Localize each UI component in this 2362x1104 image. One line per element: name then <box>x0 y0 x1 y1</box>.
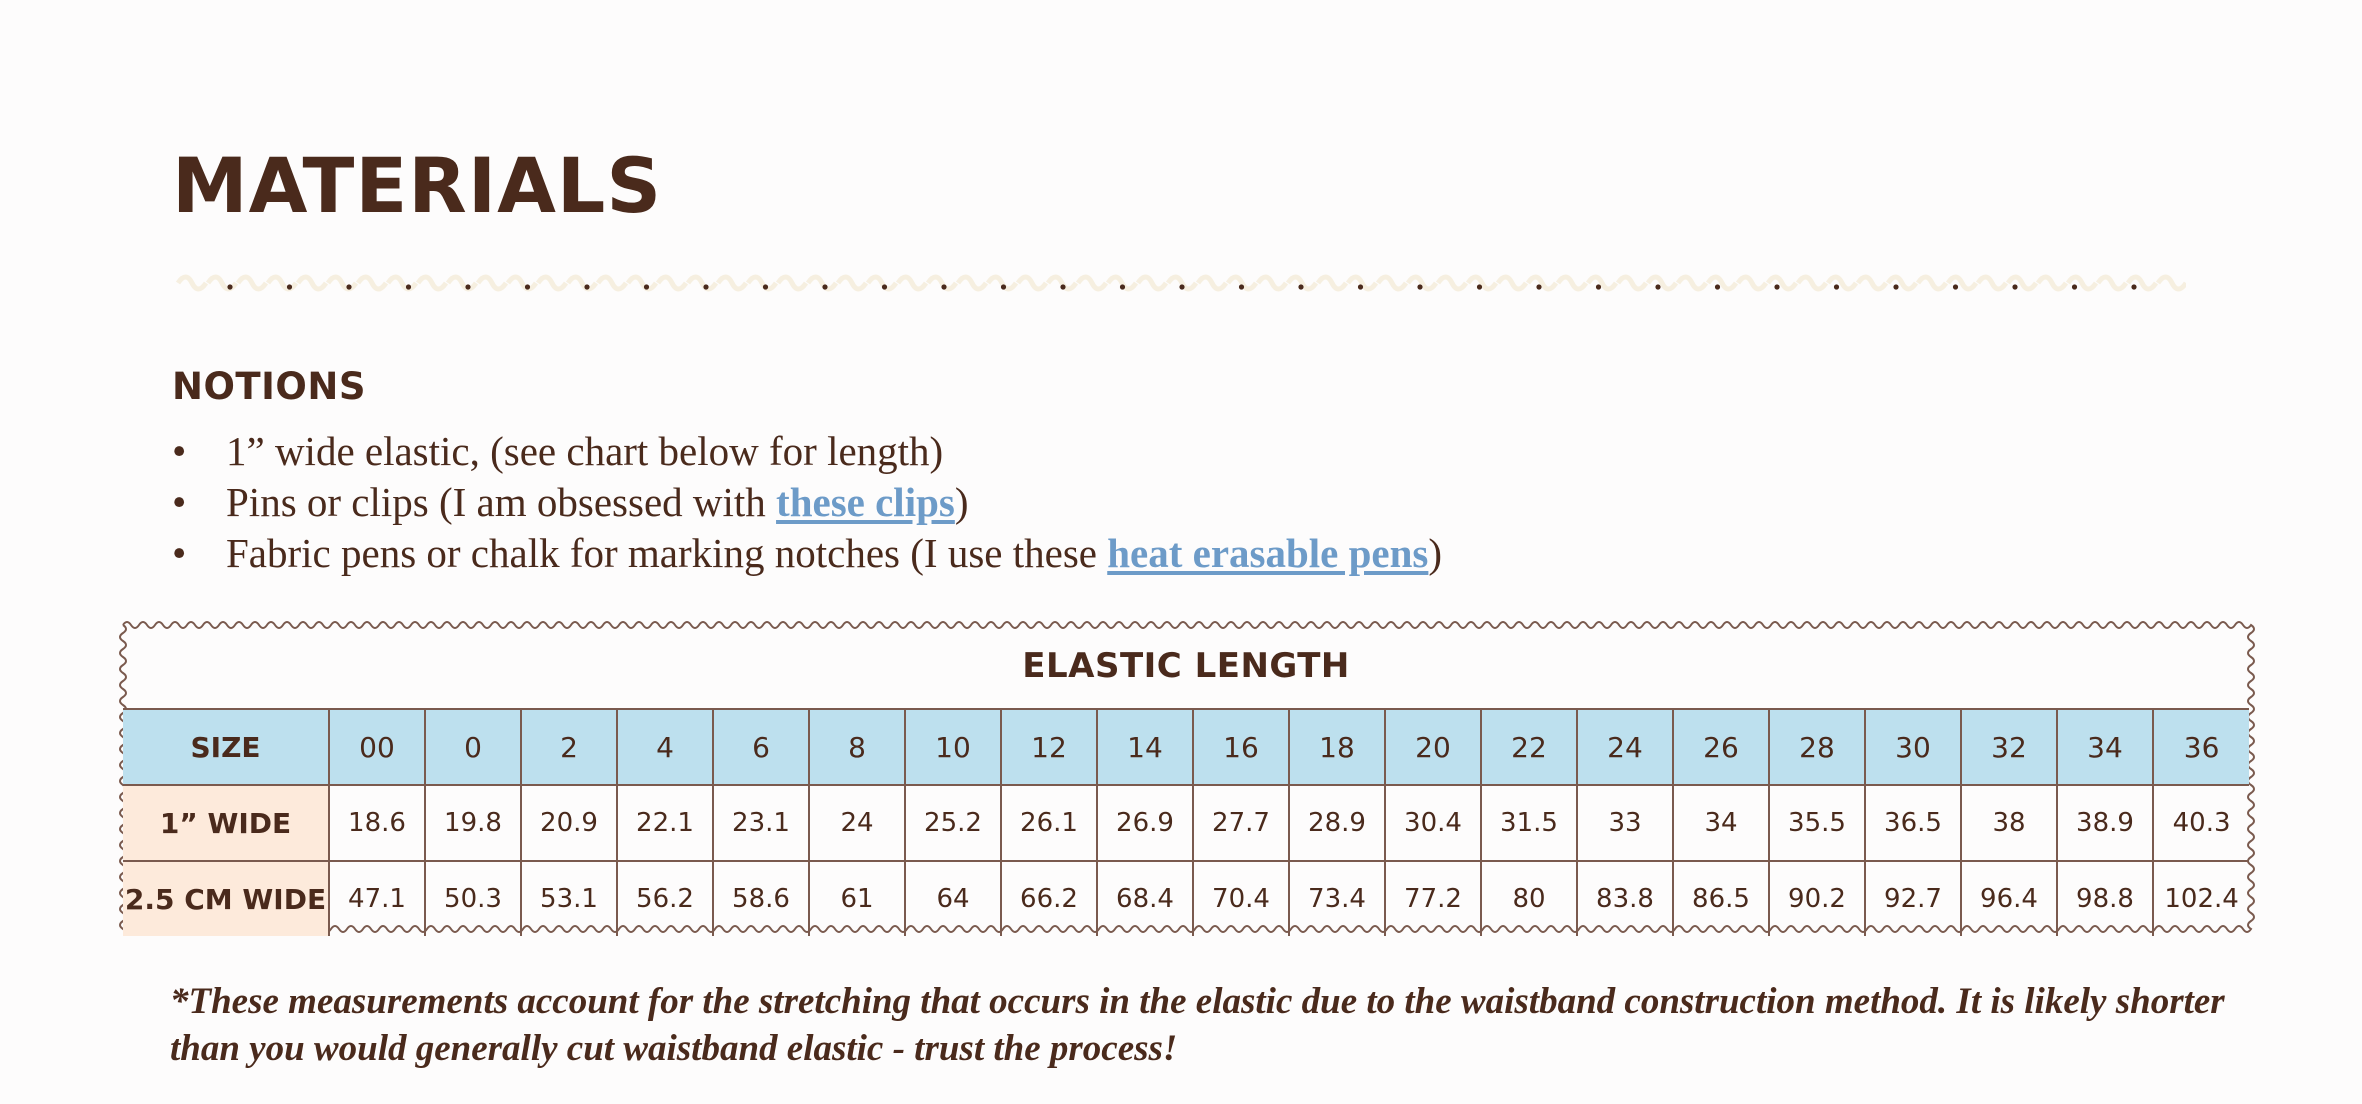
size-header-cell: 20 <box>1385 709 1481 785</box>
table-cell: 26.1 <box>1001 785 1097 861</box>
table-cell: 35.5 <box>1769 785 1865 861</box>
notion-item-pens <box>172 528 1442 579</box>
size-header-cell: 22 <box>1481 709 1577 785</box>
notion-item-pins <box>172 477 1442 528</box>
table-cell: 19.8 <box>425 785 521 861</box>
table-cell: 18.6 <box>329 785 425 861</box>
table-cell: 25.2 <box>905 785 1001 861</box>
decorative-divider <box>174 268 2186 298</box>
table-cell: 36.5 <box>1865 785 1961 861</box>
these-clips-link[interactable]: these clips <box>776 479 955 525</box>
table-cell: 50.3 <box>425 861 521 936</box>
table-cell: 31.5 <box>1481 785 1577 861</box>
table-cell: 96.4 <box>1961 861 2057 936</box>
table-cell: 33 <box>1577 785 1673 861</box>
size-header-cell: 8 <box>809 709 905 785</box>
table-cell: 66.2 <box>1001 861 1097 936</box>
elastic-length-table-container <box>120 614 2252 938</box>
size-header-cell: 26 <box>1673 709 1769 785</box>
size-header-cell: 32 <box>1961 709 2057 785</box>
table-cell: 90.2 <box>1769 861 1865 936</box>
size-header-cell: 00 <box>329 709 425 785</box>
table-caption-row <box>123 624 2249 709</box>
row-label: 2.5 CM WIDE <box>123 861 329 936</box>
size-header-cell: 18 <box>1289 709 1385 785</box>
size-header-cell: 6 <box>713 709 809 785</box>
size-header-cell: 16 <box>1193 709 1289 785</box>
table-cell: 28.9 <box>1289 785 1385 861</box>
table-cell: 53.1 <box>521 861 617 936</box>
table-cell: 20.9 <box>521 785 617 861</box>
table-cell: 58.6 <box>713 861 809 936</box>
size-header-cell: 10 <box>905 709 1001 785</box>
notion-text-after: ) <box>954 479 969 525</box>
notions-heading: NOTIONS <box>172 365 366 408</box>
table-cell: 23.1 <box>713 785 809 861</box>
notion-item-elastic <box>172 426 1442 477</box>
size-header-cell: 14 <box>1097 709 1193 785</box>
size-header-cell: 2 <box>521 709 617 785</box>
table-cell: 102.4 <box>2153 861 2249 936</box>
notion-text: Pins or clips (I am obsessed with <box>226 479 777 525</box>
table-cell: 80 <box>1481 861 1577 936</box>
size-header-cell: 30 <box>1865 709 1961 785</box>
notions-list <box>172 426 1442 579</box>
bullet: • <box>172 479 187 525</box>
table-cell: 83.8 <box>1577 861 1673 936</box>
bullet: • <box>172 428 187 474</box>
elastic-length-table <box>123 624 2249 936</box>
bullet: • <box>172 530 187 576</box>
size-header-cell: 24 <box>1577 709 1673 785</box>
notion-text: 1” wide elastic, (see chart below for length) <box>226 428 944 474</box>
page-title: MATERIALS <box>172 141 663 230</box>
footnote: *These measurements account for the stretching that occurs in the elastic due to the waistband construction method. It is likely shorter than you would generally cut waistband elastic - trust the process! <box>170 981 2225 1069</box>
table-cell: 27.7 <box>1193 785 1289 861</box>
size-header-cell: 0 <box>425 709 521 785</box>
table-cell: 61 <box>809 861 905 936</box>
table-cell: 86.5 <box>1673 861 1769 936</box>
table-cell: 30.4 <box>1385 785 1481 861</box>
table-cell: 56.2 <box>617 861 713 936</box>
size-header-cell: 28 <box>1769 709 1865 785</box>
table-cell: 40.3 <box>2153 785 2249 861</box>
table-cell: 70.4 <box>1193 861 1289 936</box>
size-header-cell: 34 <box>2057 709 2153 785</box>
table-cell: 34 <box>1673 785 1769 861</box>
size-header-cell: 12 <box>1001 709 1097 785</box>
table-cell: 77.2 <box>1385 861 1481 936</box>
size-header-cell: 4 <box>617 709 713 785</box>
table-cell: 92.7 <box>1865 861 1961 936</box>
table-cell: 98.8 <box>2057 861 2153 936</box>
table-cell: 68.4 <box>1097 861 1193 936</box>
table-cell: 22.1 <box>617 785 713 861</box>
table-cell: 38.9 <box>2057 785 2153 861</box>
heat-erasable-pens-link[interactable]: heat erasable pens <box>1107 530 1429 576</box>
table-caption: ELASTIC LENGTH <box>123 624 2249 709</box>
table-cell: 26.9 <box>1097 785 1193 861</box>
table-cell: 64 <box>905 861 1001 936</box>
table-cell: 73.4 <box>1289 861 1385 936</box>
row-label: 1” WIDE <box>123 785 329 861</box>
table-row <box>123 861 2249 936</box>
table-cell: 38 <box>1961 785 2057 861</box>
size-header-label: SIZE <box>123 709 329 785</box>
notion-text-after: ) <box>1428 530 1443 576</box>
notion-text: Fabric pens or chalk for marking notches (I use these <box>226 530 1108 576</box>
size-header-row <box>123 709 2249 785</box>
table-cell: 47.1 <box>329 861 425 936</box>
table-row <box>123 785 2249 861</box>
table-cell: 24 <box>809 785 905 861</box>
size-header-cell: 36 <box>2153 709 2249 785</box>
